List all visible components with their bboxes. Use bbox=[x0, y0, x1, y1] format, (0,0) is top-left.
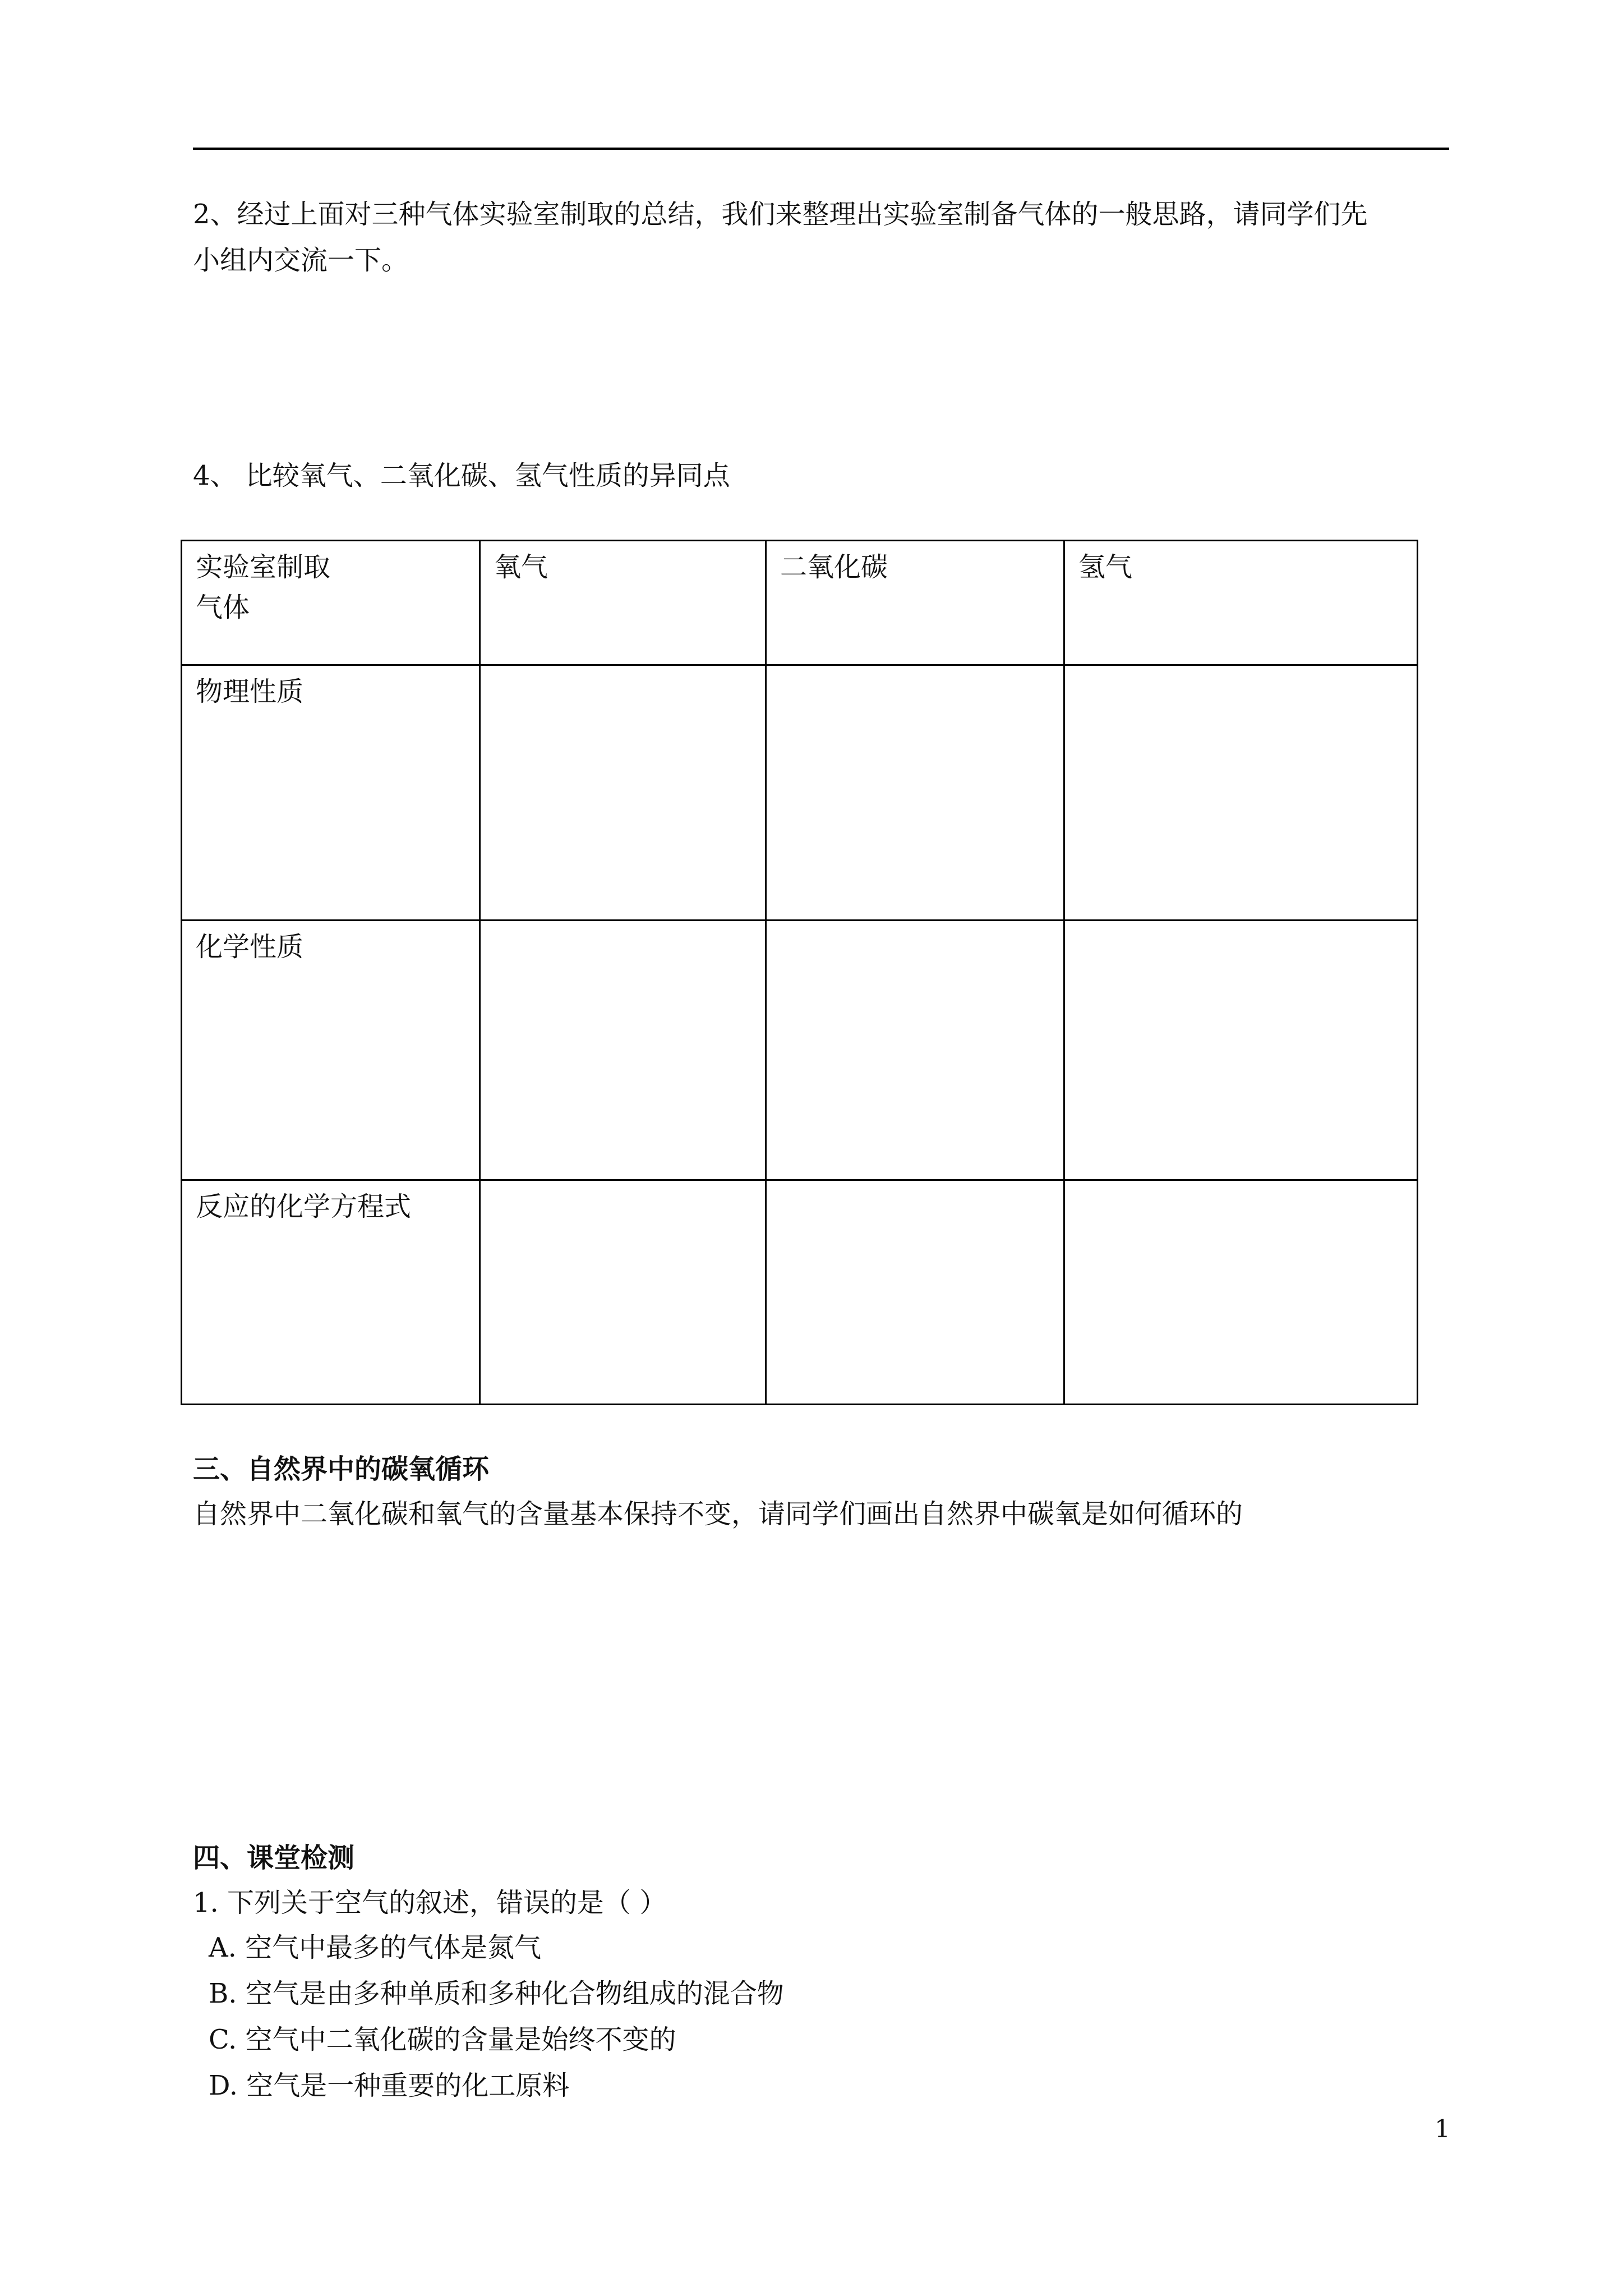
question-1-stem: 1. 下列关于空气的叙述，错误的是（ ） bbox=[193, 1887, 667, 1918]
table-cell bbox=[480, 1180, 766, 1405]
row-label: 反应的化学方程式 bbox=[182, 1180, 480, 1405]
table-cell bbox=[766, 665, 1064, 921]
question-1-option-d: D. 空气是一种重要的化工原料 bbox=[209, 2070, 570, 2101]
carbon-oxygen-cycle-text: 自然界中二氧化碳和氧气的含量基本保持不变，请同学们画出自然界中碳氧是如何循环的 bbox=[193, 1498, 1243, 1530]
table-cell bbox=[480, 921, 766, 1180]
heading-classroom-test: 四、课堂检测 bbox=[193, 1842, 355, 1874]
table-cell bbox=[766, 1180, 1064, 1405]
table-header-cell: 实验室制取 气体 bbox=[182, 541, 480, 665]
table-row bbox=[182, 665, 1418, 921]
heading-carbon-oxygen-cycle: 三、自然界中的碳氧循环 bbox=[193, 1453, 490, 1485]
page-number: 1 bbox=[1435, 2115, 1450, 2143]
table-cell bbox=[480, 665, 766, 921]
question-1-option-a: A. 空气中最多的气体是氮气 bbox=[209, 1932, 542, 1963]
question-1-option-b: B. 空气是由多种单质和多种化合物组成的混合物 bbox=[209, 1978, 784, 2009]
section2-text-line1: 2、经过上面对三种气体实验室制取的总结，我们来整理出实验室制备气体的一般思路，请同学们先 bbox=[193, 199, 1368, 230]
table-cell bbox=[766, 921, 1064, 1180]
table-row bbox=[182, 1180, 1418, 1405]
table-cell bbox=[1064, 921, 1418, 1180]
comparison-table bbox=[181, 540, 1418, 1405]
row-label: 化学性质 bbox=[182, 921, 480, 1180]
question-1-option-c: C. 空气中二氧化碳的含量是始终不变的 bbox=[209, 2024, 676, 2055]
row-label: 物理性质 bbox=[182, 665, 480, 921]
table-header-cell: 氧气 bbox=[480, 541, 766, 665]
section2-text-line2: 小组内交流一下。 bbox=[193, 245, 409, 276]
table-row bbox=[182, 921, 1418, 1180]
table-header-row bbox=[182, 541, 1418, 665]
section4-text: 4、 比较氧气、二氧化碳、氢气性质的异同点 bbox=[193, 460, 730, 491]
header-rule bbox=[193, 148, 1449, 150]
table-header-cell: 氢气 bbox=[1064, 541, 1418, 665]
table-cell bbox=[1064, 665, 1418, 921]
table-header-cell: 二氧化碳 bbox=[766, 541, 1064, 665]
table-cell bbox=[1064, 1180, 1418, 1405]
